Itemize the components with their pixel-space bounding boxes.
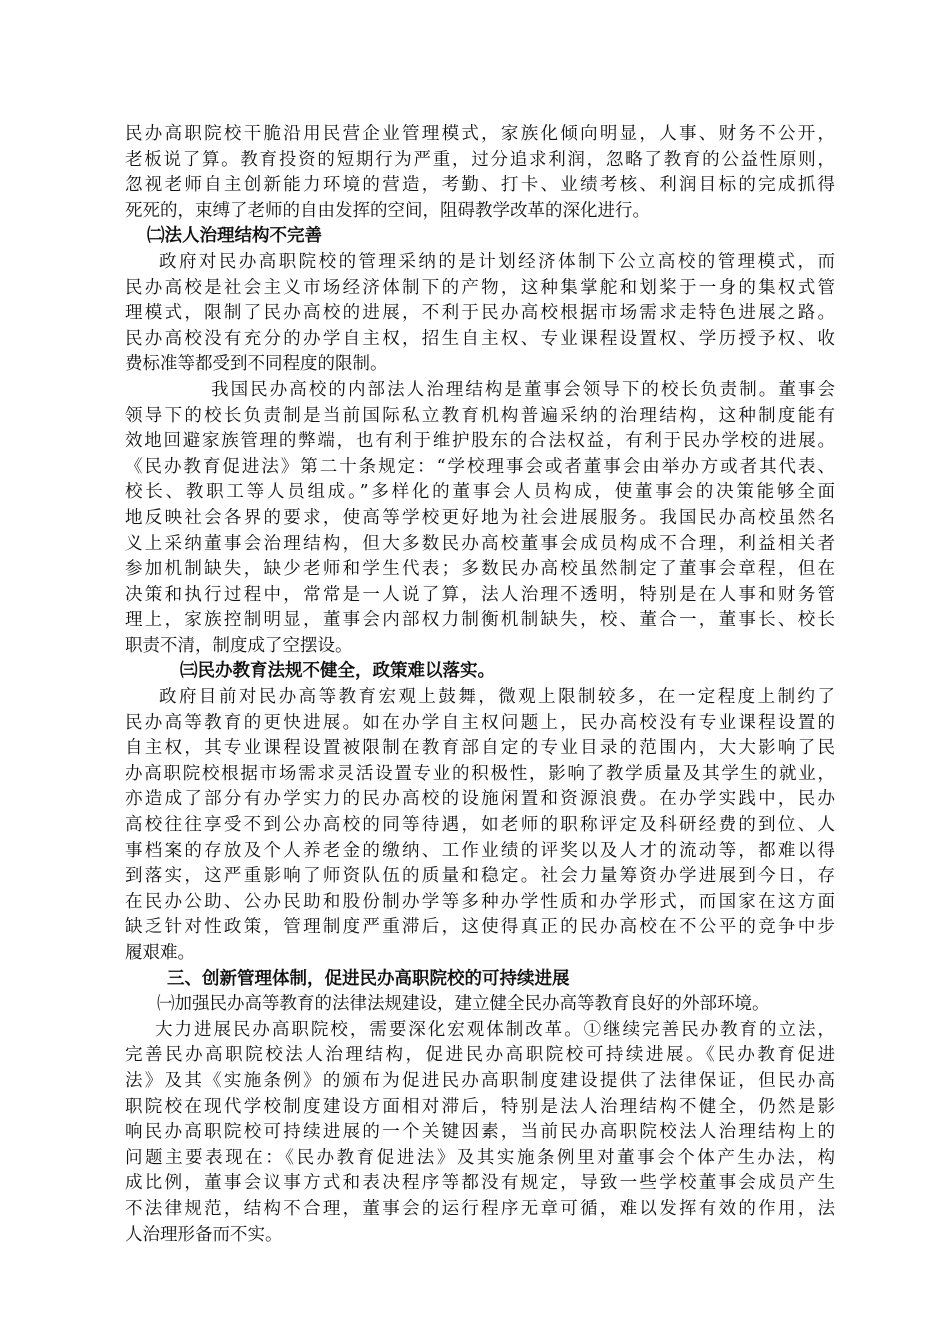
text-line: 到落实，这严重影响了师资队伍的质量和稳定。社会力量筹资办学进展到今日，存	[125, 866, 835, 887]
text-line: 人治理形备而不实。	[125, 1224, 283, 1245]
text-line: 职责不清，制度成了空摆设。	[125, 635, 353, 656]
paragraph-macro-reform	[125, 1018, 835, 1248]
text-line: 领导下的校长负责制是当前国际私立教育机构普遍采纳的治理结构，这种制度能有	[125, 405, 835, 426]
text-line: 政府对民办高职院校的管理采纳的是计划经济体制下公立高校的管理模式，而	[159, 251, 835, 272]
text-line: 我国民办高校的内部法人治理结构是董事会领导下的校长负责制。董事会	[211, 379, 835, 400]
text-line: 理模式，限制了民办高校的进展，不利于民办高校根据市场需求走特色进展之路。	[125, 303, 835, 324]
heading-text: 三、创新管理体制，促进民办高职院校的可持续进展	[167, 968, 570, 989]
text-line: 地反映社会各界的要求，使高等学校更好地为社会进展服务。我国民办高校虽然名	[125, 507, 835, 528]
heading-text: ㈢民办教育法规不健全，政策难以落实。	[180, 661, 495, 682]
text-line: 办高职院校根据市场需求灵活设置专业的积极性，影响了教学质量及其学生的就业，	[125, 763, 835, 784]
text-line: 效地回避家族管理的弊端，也有利于维护股东的合法权益，有利于民办学校的进展。	[125, 431, 835, 452]
subheading-text: ㈠加强民办高等教育的法律法规建设，建立健全民办高等教育良好的外部环境。	[157, 994, 770, 1015]
text-line: 决策和执行过程中，常常是一人说了算，法人治理不透明，特别是在人事和财务管	[125, 584, 835, 605]
text-line: 高校往往享受不到公办高校的同等待遇，如老师的职称评定及科研经费的到位、人	[125, 815, 835, 836]
text-line: 忽视老师自主创新能力环境的营造，考勤、打卡、业绩考核、利润目标的完成抓得	[125, 175, 835, 196]
text-line: 完善民办高职院校法人治理结构，促进民办高职院校可持续进展。《民办教育促进	[125, 1045, 835, 1066]
paragraph-board-governance	[125, 378, 835, 660]
heading-text: ㈡法人治理结构不完善	[147, 226, 322, 247]
text-line: 校长、教职工等人员组成。”多样化的董事会人员构成，使董事会的决策能够全面	[125, 482, 835, 503]
paragraph-policy-restrictions	[125, 685, 835, 967]
text-line: 亦造成了部分有办学实力的民办高校的设施闲置和资源浪费。在办学实践中，民办	[125, 789, 835, 810]
document-page	[125, 122, 835, 1248]
text-line: 职院校在现代学校制度建设方面相对滞后，特别是法人治理结构不健全，仍然是影	[125, 1096, 835, 1117]
text-line: 问题主要表现在：《民办教育促进法》及其实施条例里对董事会个体产生办法，构	[125, 1147, 835, 1168]
section-heading-innovation	[125, 967, 835, 993]
text-line: 在民办公助、公办民助和股份制办学等多种办学性质和办学形式，而国家在这方面	[125, 891, 835, 912]
text-line: 缺乏针对性政策，管理制度严重滞后，这使得真正的民办高校在不公平的竞争中步	[125, 917, 835, 938]
text-line: 老板说了算。教育投资的短期行为严重，过分追求利润，忽略了教育的公益性原则，	[125, 149, 835, 170]
section-heading-legal-governance	[125, 224, 835, 250]
text-line: 不法律规范，结构不合理，董事会的运行程序无章可循，难以发挥有效的作用，法	[125, 1198, 835, 1219]
text-line: 履艰难。	[125, 943, 195, 963]
text-line: 事档案的存放及个人养老金的缴纳、工作业绩的评奖以及人才的流动等，都难以得	[125, 840, 835, 861]
text-line: 死死的，束缚了老师的自由发挥的空间，阻碍教学改革的深化进行。	[125, 200, 650, 221]
text-line: 法》及其《实施条例》的颁布为促进民办高职制度建设提供了法律保证，但民办高	[125, 1070, 835, 1091]
text-line: 大力进展民办高职院校，需要深化宏观体制改革。①继续完善民办教育的立法，	[155, 1019, 835, 1040]
paragraph-intro	[125, 122, 835, 224]
paragraph-government-management	[125, 250, 835, 378]
text-line: 响民办高职院校可持续进展的一个关键因素，当前民办高职院校法人治理结构上的	[125, 1122, 835, 1143]
text-line: 民办高校没有充分的办学自主权，招生自主权、专业课程设置权、学历授予权、收	[125, 328, 835, 349]
text-line: 自主权，其专业课程设置被限制在教育部自定的专业目录的范围内，大大影响了民	[125, 738, 835, 759]
text-line: 民办高等教育的更快进展。如在办学自主权问题上，民办高校没有专业课程设置的	[125, 712, 835, 733]
text-line: 民办高职院校干脆沿用民营企业管理模式，家族化倾向明显，人事、财务不公开，	[125, 124, 835, 144]
text-line: 费标准等都受到不同程度的限制。	[125, 354, 388, 375]
text-line: 政府目前对民办高等教育宏观上鼓舞，微观上限制较多，在一定程度上制约了	[159, 687, 835, 708]
text-line: 成比例，董事会议事方式和表决程序等都没有规定，导致一些学校董事会成员产生	[125, 1173, 835, 1194]
text-line: 民办高校是社会主义市场经济体制下的产物，这种集掌舵和划桨于一身的集权式管	[125, 277, 835, 298]
text-line: 《民办教育促进法》第二十条规定：“学校理事会或者董事会由举办方或者其代表、	[125, 456, 835, 477]
subsection-heading-legal-framework	[125, 992, 835, 1018]
text-line: 义上采纳董事会治理结构，但大多数民办高校董事会成员构成不合理，利益相关者	[125, 533, 835, 554]
text-line: 参加机制缺失，缺少老师和学生代表；多数民办高校虽然制定了董事会章程，但在	[125, 559, 835, 580]
section-heading-regulations	[125, 659, 835, 685]
text-line: 理上，家族控制明显，董事会内部权力制衡机制缺失，校、董合一，董事长、校长	[125, 610, 835, 631]
